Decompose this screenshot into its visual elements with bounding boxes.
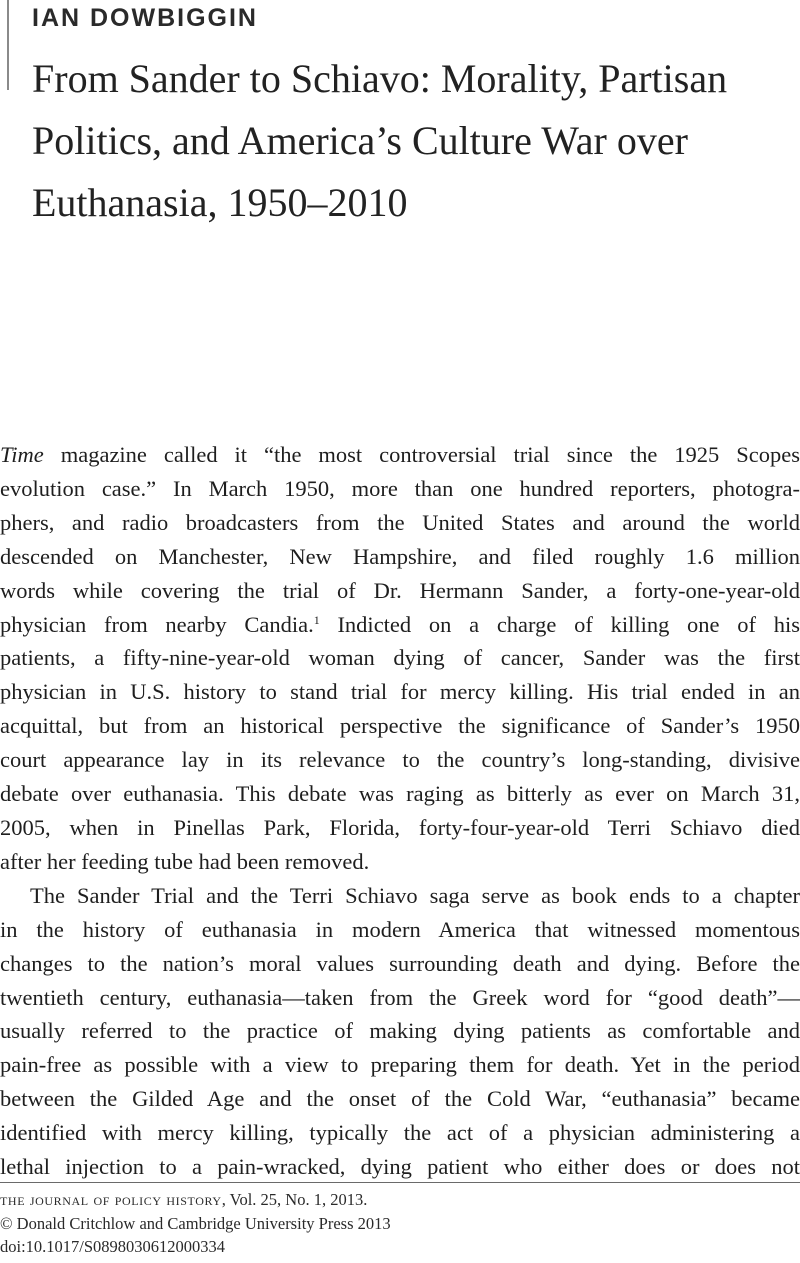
citation-footer — [0, 1188, 391, 1259]
journal-citation — [0, 1188, 391, 1212]
article-title — [32, 48, 798, 234]
footer-divider — [0, 1182, 800, 1183]
doi-line[interactable]: doi:10.1017/S0898030612000334 — [0, 1237, 226, 1256]
text-line: court appearance lay in its relevance to the country’s long-standing, divisive — [0, 747, 800, 773]
text-line: physician from nearby Candia.$^1$ Indicted on a charge of killing one of his — [0, 611, 800, 637]
text-line: acquittal, but from an historical perspective the significance of Sander’s 1950 — [0, 713, 800, 739]
paragraph-1 — [0, 438, 800, 879]
author-name: IAN DOWBIGGIN — [32, 4, 258, 32]
text-line: debate over euthanasia. This debate was raging as bitterly as ever on March 31, — [0, 781, 800, 807]
text-line: changes to the nation’s moral values surrounding death and dying. Before the — [0, 950, 800, 976]
magazine-name: Time — [0, 442, 44, 467]
volume-info: , Vol. 25, No. 1, 2013. — [221, 1190, 368, 1209]
copyright-line: © Donald Critchlow and Cambridge University Press 2013 — [0, 1213, 391, 1233]
footnote-marker[interactable]: 1 — [313, 612, 320, 627]
text-line: patients, a fifty-nine-year-old woman dying of cancer, Sander was the first — [0, 645, 800, 671]
text-line: in the history of euthanasia in modern America that witnessed momentous — [0, 916, 800, 942]
paragraph-2 — [0, 879, 800, 1184]
text-line: lethal injection to a pain-wracked, dying patient who either does or does not — [0, 1154, 800, 1180]
text-line: Time magazine called it “the most controversial trial since the 1925 Scopes — [0, 442, 800, 467]
article-body — [0, 438, 800, 1184]
text-line: words while covering the trial of Dr. Hermann Sander, a forty-one-year-old — [0, 577, 800, 603]
title-line: Euthanasia, 1950–2010 — [32, 180, 408, 225]
text-line: evolution case.” In March 1950, more than one hundred reporters, photogra- — [0, 475, 800, 501]
text-line: pain-free as possible with a view to preparing them for death. Yet in the period — [0, 1052, 800, 1078]
title-line: Politics, and America’s Culture War over — [32, 118, 688, 163]
text-line: between the Gilded Age and the onset of the Cold War, “euthanasia” became — [0, 1086, 800, 1112]
text-line: phers, and radio broadcasters from the United States and around the world — [0, 509, 800, 535]
text-line: identified with mercy killing, typically the act of a physician administering a — [0, 1120, 800, 1146]
journal-name: the journal of policy history — [0, 1190, 222, 1209]
margin-rule — [7, 0, 9, 90]
text-line: descended on Manchester, New Hampshire, and filed roughly 1.6 million — [0, 543, 800, 569]
title-line: From Sander to Schiavo: Morality, Partisan — [32, 56, 728, 101]
text-line: after her feeding tube had been removed. — [0, 848, 370, 874]
text-line: The Sander Trial and the Terri Schiavo saga serve as book ends to a chapter — [30, 882, 800, 908]
text-line: 2005, when in Pinellas Park, Florida, forty-four-year-old Terri Schiavo died — [0, 814, 800, 840]
text-line: usually referred to the practice of making dying patients as comfortable and — [0, 1018, 800, 1044]
text-line: twentieth century, euthanasia—taken from the Greek word for “good death”— — [0, 984, 800, 1010]
text-line: physician in U.S. history to stand trial for mercy killing. His trial ended in an — [0, 679, 800, 705]
